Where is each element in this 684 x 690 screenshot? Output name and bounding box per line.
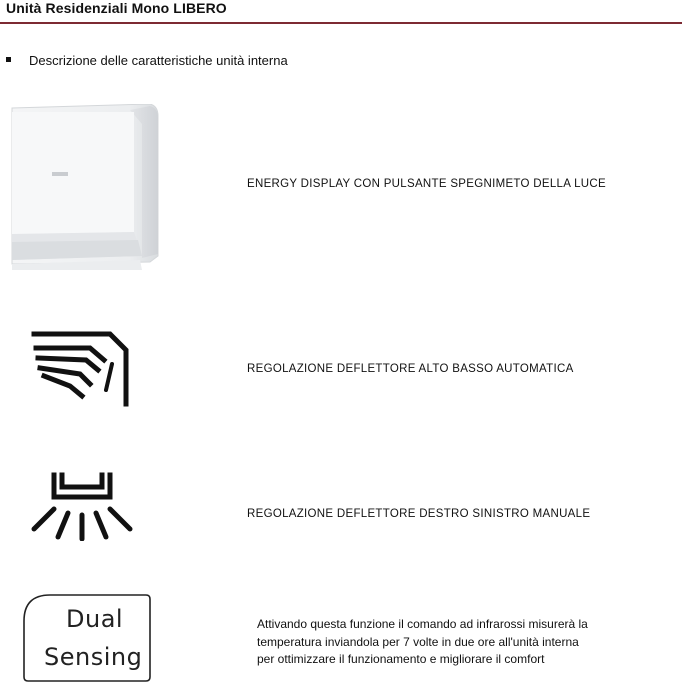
feature-vertical-deflector-text: REGOLAZIONE DEFLETTORE ALTO BASSO AUTOMATICA: [247, 363, 574, 375]
vertical-airflow-icon: [30, 330, 132, 410]
dual-sensing-description: [257, 616, 677, 669]
sensing-label: Sensing: [44, 643, 143, 671]
feature-horizontal-deflector-text: REGOLAZIONE DEFLETTORE DESTRO SINISTRO MANUALE: [247, 508, 591, 520]
dual-sensing-icon: [22, 593, 152, 683]
page-title: Unità Residenziali Mono LIBERO: [6, 0, 227, 16]
dual-label: Dual: [66, 605, 124, 633]
horizontal-airflow-icon: [28, 471, 136, 541]
title-divider: [0, 22, 682, 24]
feature-energy-display-text: ENERGY DISPLAY CON PULSANTE SPEGNIMETO DELLA LUCE: [247, 178, 606, 190]
intro-text: Descrizione delle caratteristiche unità interna: [29, 53, 288, 68]
bullet-icon: [6, 57, 11, 62]
description-line: temperatura inviandola per 7 volte in due ore all'unità interna: [257, 634, 579, 649]
description-line: per ottimizzare il funzionamento e migliorare il comfort: [257, 652, 545, 666]
description-line: Attivando questa funzione il comando ad infrarossi misurerà la: [257, 617, 588, 631]
indoor-unit-image: [10, 104, 160, 270]
intro-bullet: [6, 53, 288, 68]
